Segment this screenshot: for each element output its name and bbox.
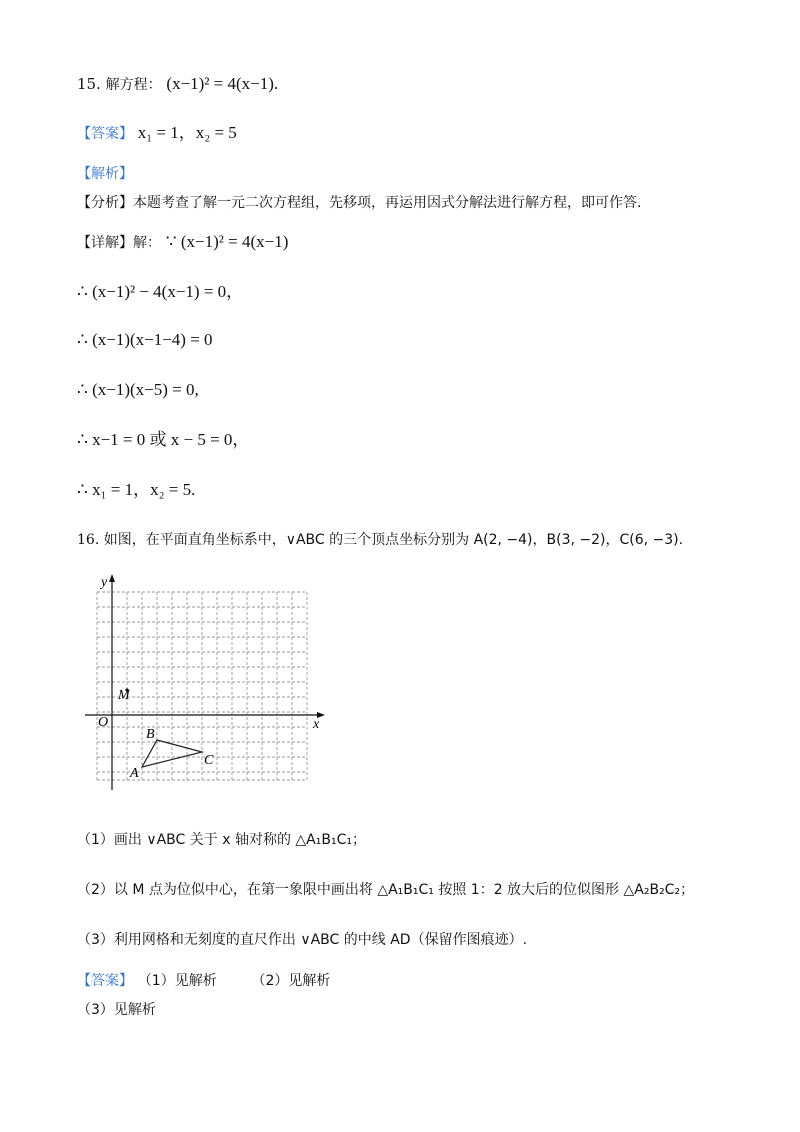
q15-answer-line xyxy=(77,123,237,144)
solution-step-4: ∴ x−1 = 0 或 x − 5 = 0， xyxy=(77,430,250,449)
q16-answer-part-3: （3）见解析 xyxy=(77,1002,156,1018)
m-label: M xyxy=(118,688,130,703)
q16-answer-part-1: （1）见解析 xyxy=(137,973,217,989)
y-axis-arrow xyxy=(109,574,115,582)
q16-number: 16. xyxy=(77,532,100,548)
q16-part-2: （2）以 M 点为位似中心，在第一象限中画出将 △A₁B₁C₁ 按照 1：2 放大后的位似图形 △A₂B₂C₂； xyxy=(77,882,695,898)
solution-step-2: ∴ (x−1)(x−1−4) = 0 xyxy=(77,330,213,349)
origin-label: O xyxy=(98,715,109,730)
analysis-tag: 【解析】 xyxy=(77,166,133,182)
xiangjie-equation: ∵ (x−1)² = 4(x−1) xyxy=(165,232,289,251)
q16-prompt: 如图，在平面直角坐标系中，∨ABC 的三个顶点坐标分别为 A(2, −4)，B(3, −2)，C(6, −3). xyxy=(103,532,684,548)
q16-line xyxy=(77,530,683,550)
q15-line xyxy=(77,74,278,95)
q15-number: 15. xyxy=(77,75,101,93)
c-label: C xyxy=(204,753,214,768)
q15-xiangjie-line xyxy=(77,232,288,253)
q16-part-1: （1）画出 ∨ABC 关于 x 轴对称的 △A₁B₁C₁； xyxy=(77,832,366,848)
a-label: A xyxy=(130,766,139,781)
coordinate-grid-figure xyxy=(85,572,330,797)
q15-equation: (x−1)² = 4(x−1). xyxy=(166,74,279,93)
xiangjie-label: 【详解】解： xyxy=(77,235,161,251)
q16-answer-line xyxy=(77,970,330,991)
y-axis-label: y xyxy=(101,575,108,590)
q15-analysis-tag-line xyxy=(77,163,133,184)
answer-tag: 【答案】 xyxy=(77,126,133,142)
q15-fenxi: 【分析】本题考查了解一元二次方程组，先移项，再运用因式分解法进行解方程，即可作答. xyxy=(77,195,642,211)
solution-step-1: ∴ (x−1)² − 4(x−1) = 0， xyxy=(77,282,244,301)
b-label: B xyxy=(146,727,155,742)
solution-step-3: ∴ (x−1)(x−5) = 0, xyxy=(77,380,199,399)
x-axis-label: x xyxy=(313,717,320,732)
q15-answer-text: x₁ = 1，x₂ = 5 xyxy=(137,123,237,142)
axes xyxy=(85,580,317,790)
answer-tag: 【答案】 xyxy=(77,973,133,989)
q16-part-3: （3）利用网格和无刻度的直尺作出 ∨ABC 的中线 AD（保留作图痕迹）. xyxy=(77,932,528,948)
solution-step-5: ∴ x₁ = 1，x₂ = 5. xyxy=(77,480,196,499)
q15-prompt: 解方程： xyxy=(105,77,162,93)
q16-answer-part-2: （2）见解析 xyxy=(251,973,331,989)
